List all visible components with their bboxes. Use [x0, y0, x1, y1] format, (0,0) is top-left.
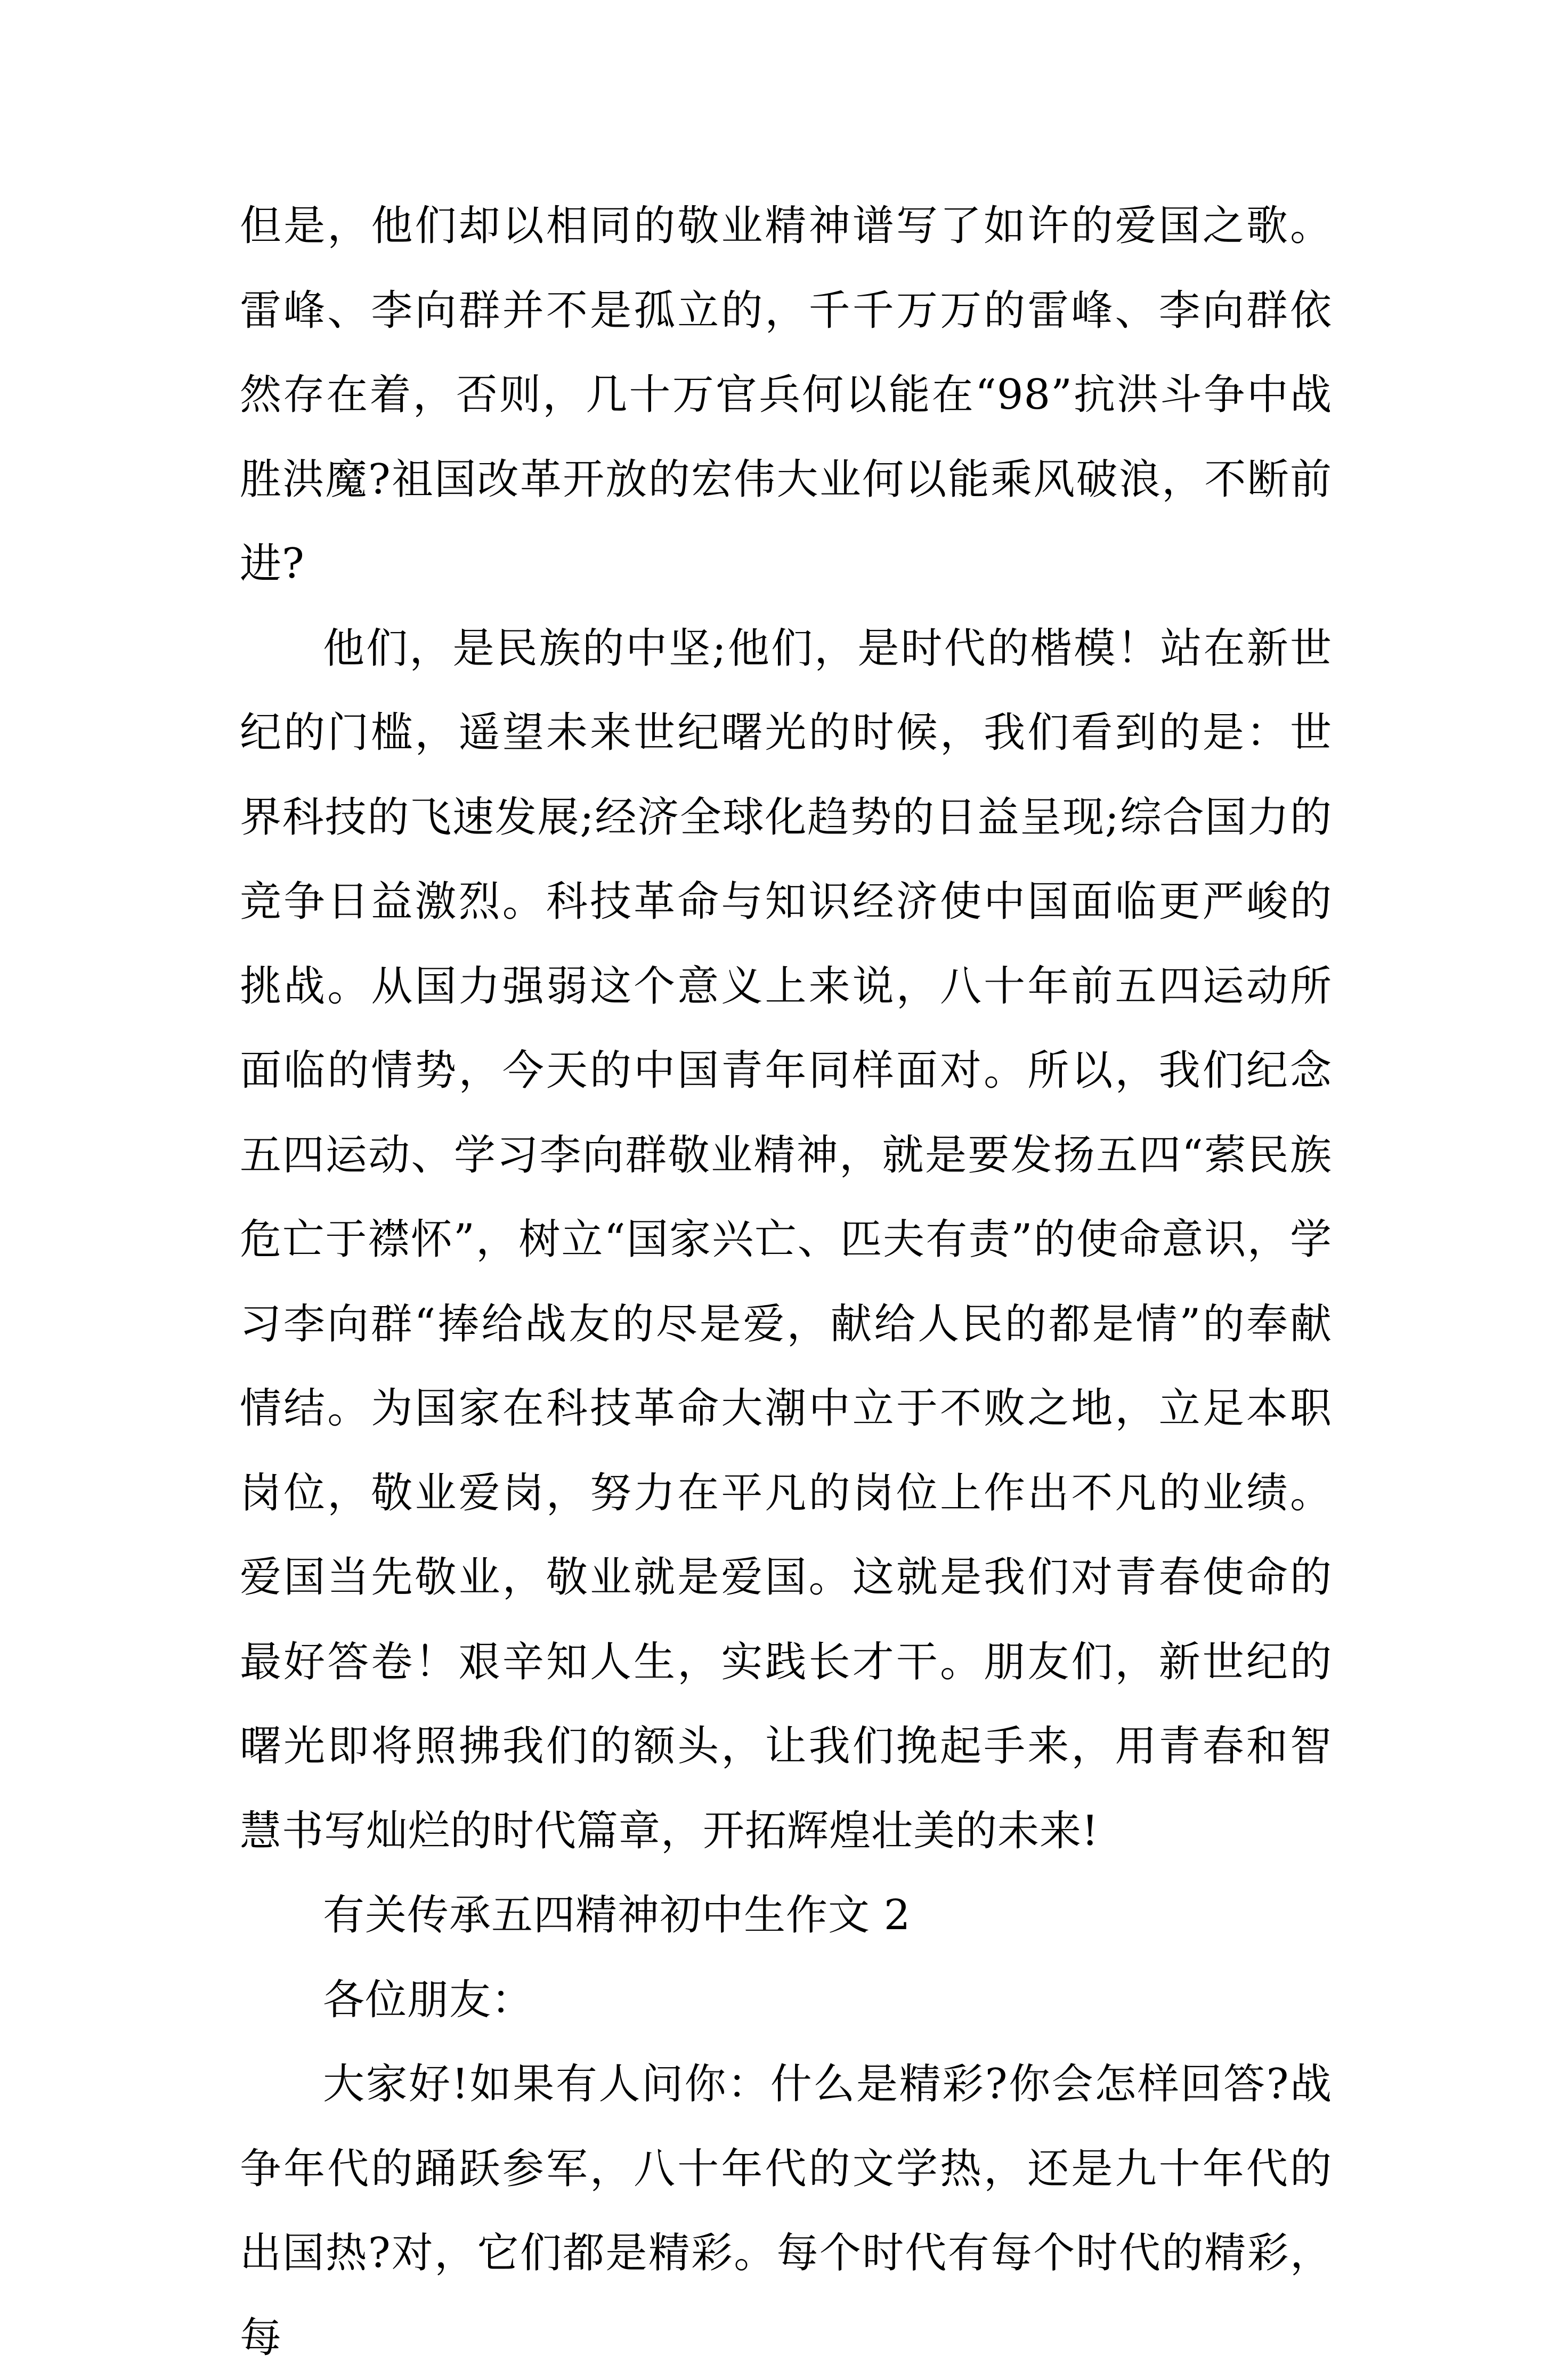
document-body	[240, 184, 1332, 2380]
salutation: 各位朋友：	[323, 1976, 534, 2024]
section-heading: 有关传承五四精神初中生作文 2	[323, 1891, 911, 1939]
paragraph-1: 但是，他们却以相同的敬业精神谱写了如许的爱国之歌。雷峰、李向群并不是孤立的，千千万万的雷峰、李向群依然存在着，否则，几十万官兵何以能在“98”抗洪斗争中战胜洪魔?祖国改革开放的宏伟大业何以能乘风破浪，不断前进?	[240, 202, 1332, 588]
paragraph-2: 他们，是民族的中坚;他们，是时代的楷模！站在新世纪的门槛，遥望未来世纪曙光的时候，我们看到的是：世界科技的飞速发展;经济全球化趋势的日益呈现;综合国力的竞争日益激烈。科技革命与知识经济使中国面临更严峻的挑战。从国力强弱这个意义上来说，八十年前五四运动所面临的情势，今天的中国青年同样面对。所以，我们纪念五四运动、学习李向群敬业精神，就是要发扬五四“萦民族危亡于襟怀”，树立“国家兴亡、匹夫有责”的使命意识，学习李向群“捧给战友的尽是爱，献给人民的都是情”的奉献情结。为国家在科技革命大潮中立于不败之地，立足本职岗位，敬业爱岗，努力在平凡的岗位上作出不凡的业绩。爱国当先敬业，敬业就是爱国。这就是我们对青春使命的最好答卷！艰辛知人生，实践长才干。朋友们，新世纪的曙光即将照拂我们的额头，让我们挽起手来，用青春和智慧书写灿烂的时代篇章，开拓辉煌壮美的未来!	[240, 624, 1332, 1855]
paragraph-3: 大家好!如果有人问你：什么是精彩?你会怎样回答?战争年代的踊跃参军，八十年代的文学热，还是九十年代的出国热?对，它们都是精彩。每个时代有每个时代的精彩，每	[240, 2060, 1332, 2362]
